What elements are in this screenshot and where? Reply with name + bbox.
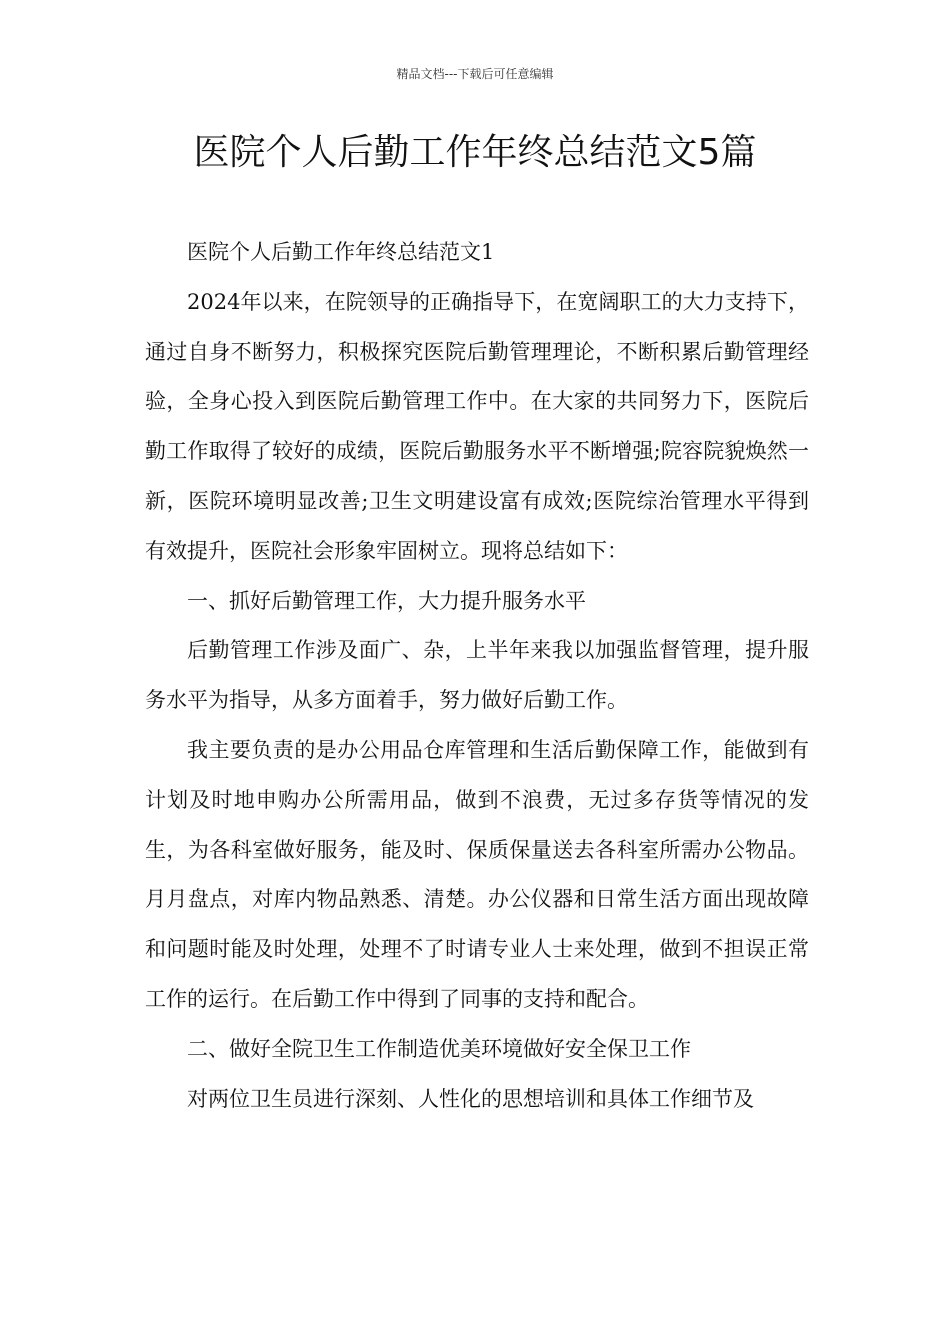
body-paragraph: 对两位卫生员进行深刻、人性化的思想培训和具体工作细节及	[187, 1086, 754, 1111]
document-title: 医院个人后勤工作年终总结范文5篇	[193, 132, 757, 173]
document-body	[145, 228, 809, 1124]
body-paragraph: 我主要负责的是办公用品仓库管理和生活后勤保障工作，能做到有计划及时地申购办公所需用品，做到不浪费，无过多存货等情况的发生，为各科室做好服务，能及时、保质保量送去各科室所需办公物品。月月盘点，对库内物品熟悉、清楚。办公仪器和日常生活方面出现故障和问题时能及时处理，处理不了时请专业人士来处理，做到不担误正常工作的运行。在后勤工作中得到了同事的支持和配合。	[145, 737, 809, 1011]
header-note: 精品文档---下载后可任意编辑	[396, 67, 554, 81]
subsection-heading: 二、做好全院卫生工作制造优美环境做好安全保卫工作	[187, 1036, 691, 1061]
section-heading: 医院个人后勤工作年终总结范文1	[187, 240, 495, 264]
body-paragraph: 后勤管理工作涉及面广、杂，上半年来我以加强监督管理，提升服务水平为指导，从多方面着手，努力做好后勤工作。	[145, 638, 809, 713]
body-paragraph: 2024年以来，在院领导的正确指导下，在宽阔职工的大力支持下，通过自身不断努力，积极探究医院后勤管理理论，不断积累后勤管理经验，全身心投入到医院后勤管理工作中。在大家的共同努力下，医院后勤工作取得了较好的成绩，医院后勤服务水平不断增强;院容院貌焕然一新，医院环境明显改善;卫生文明建设富有成效;医院综治管理水平得到有效提升，医院社会形象牢固树立。现将总结如下：	[145, 289, 809, 563]
subsection-heading: 一、抓好后勤管理工作，大力提升服务水平	[187, 588, 586, 613]
